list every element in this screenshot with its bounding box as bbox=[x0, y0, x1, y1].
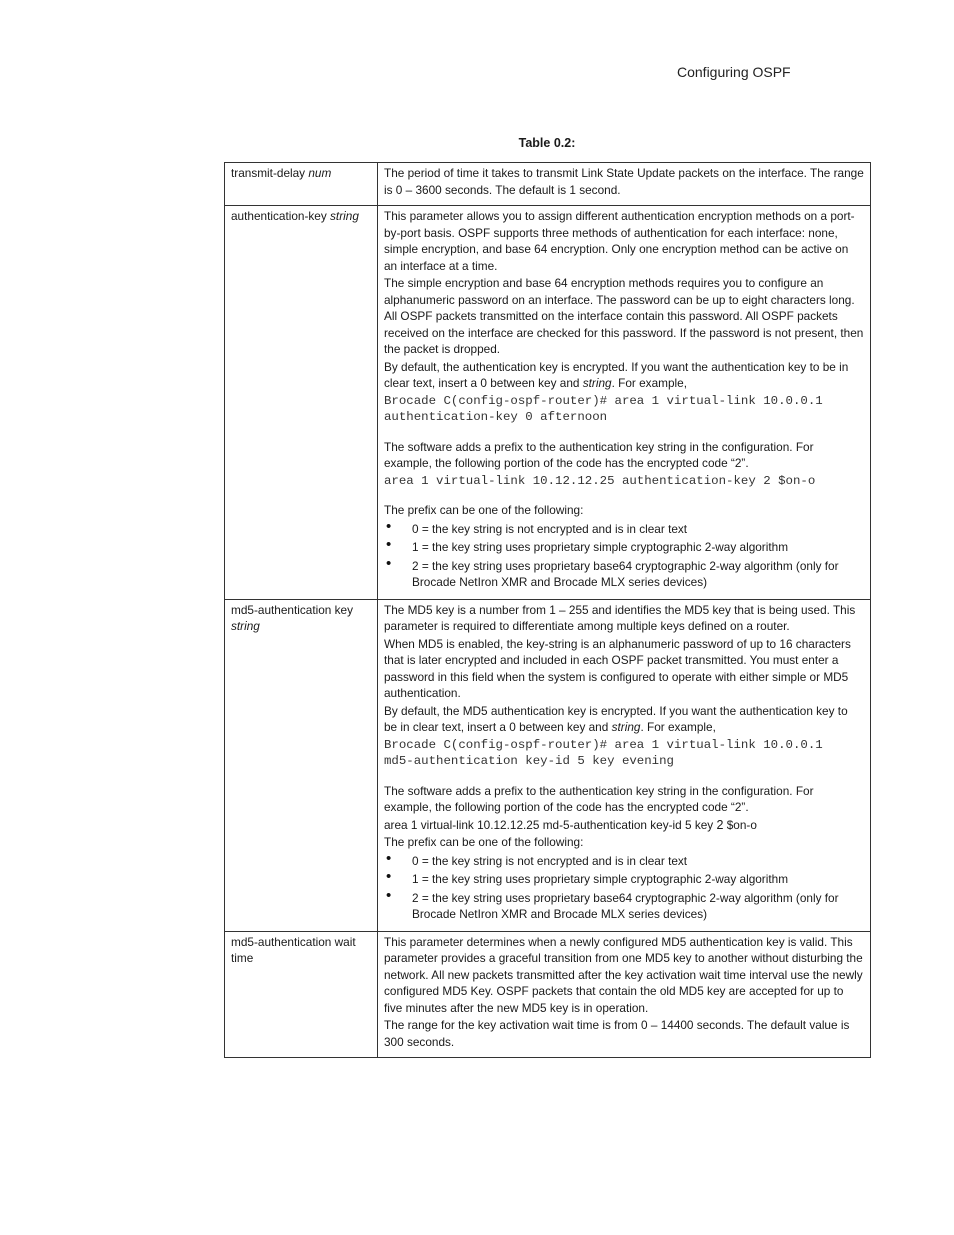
description-paragraph: This parameter allows you to assign different authentication encryption methods on a port-by-port basis. OSPF supports three methods of authentication for each interface: none, simple encryption, and base 64 encryption. Only one encryption method can be active on an interface at a time. bbox=[384, 209, 855, 273]
table-row bbox=[225, 931, 871, 1058]
description-paragraph bbox=[384, 359, 864, 392]
description-paragraph: The software adds a prefix to the authentication key string in the configuration. For example, the following portion of the code has the encrypted code “2”. bbox=[384, 439, 814, 470]
description-paragraph: The software adds a prefix to the authentication key string in the configuration. For example, the following portion of the code has the encrypted code “2”. bbox=[384, 783, 814, 814]
description-paragraph: The simple encryption and base 64 encryption methods requires you to configure an alphanumeric password on an interface. The password can be up to eight characters long. All OSPF packets transmitted on the interface contain this password. All OSPF packets received on the interface are checked for this password. If the password is not present, then the packet is dropped. bbox=[384, 276, 864, 356]
parameter-name-cell bbox=[225, 599, 378, 931]
code-line: Brocade C(config-ospf-router)# area 1 virtual-link 10.0.0.1 bbox=[384, 737, 823, 752]
text-fragment: and bbox=[588, 720, 609, 734]
list-item: • 1 = the key string uses proprietary simple cryptographic 2-way algorithm bbox=[384, 539, 864, 556]
table-row bbox=[225, 206, 871, 600]
parameter-argument: string bbox=[231, 619, 260, 633]
text-fragment: By default, the authentication key is encrypted. If you want the authentication key to be in clear text, insert a bbox=[384, 359, 849, 390]
parameter-name: md5-authentication wait time bbox=[231, 934, 356, 965]
parameter-name-cell bbox=[225, 206, 378, 600]
keyword-key: key bbox=[566, 720, 586, 734]
page-header-section-title: Configuring OSPF bbox=[677, 64, 791, 80]
table-caption: Table 0.2: bbox=[518, 136, 576, 150]
prefix-list bbox=[384, 853, 864, 923]
table-row bbox=[225, 599, 871, 931]
description-paragraph: The prefix can be one of the following: bbox=[384, 835, 584, 849]
parameter-name-cell bbox=[225, 163, 378, 206]
parameter-name-cell bbox=[225, 931, 378, 1058]
parameters-table bbox=[224, 162, 871, 1058]
code-example bbox=[384, 473, 864, 490]
text-fragment: between bbox=[519, 720, 564, 734]
text-fragment: area 1 virtual-link 10.12.12.25 md-5-authentication key-id 5 key bbox=[384, 817, 714, 832]
parameter-description-cell bbox=[378, 931, 871, 1058]
keyword-string: string bbox=[611, 720, 641, 734]
parameter-description-cell bbox=[378, 206, 871, 600]
description-paragraph: The period of time it takes to transmit Link State Update packets on the interface. The range is 0 – 3600 seconds. The default is 1 second. bbox=[384, 166, 864, 197]
description-paragraph: The prefix can be one of the following: bbox=[384, 503, 584, 517]
parameter-name: md5-authentication key bbox=[231, 602, 353, 617]
description-paragraph bbox=[384, 817, 864, 834]
list-item: • 1 = the key string uses proprietary simple cryptographic 2-way algorithm bbox=[384, 871, 864, 888]
code-line: authentication-key 0 afternoon bbox=[384, 410, 608, 424]
parameter-description-cell bbox=[378, 599, 871, 931]
parameter-argument: num bbox=[308, 166, 332, 180]
description-paragraph: When MD5 is enabled, the key-string is an alphanumeric password of up to 16 characters that is later encrypted and included in each OSPF packet transmitted. You must enter a password in this field when the system is configured to operate with either simple or MD5 authentication. bbox=[384, 636, 851, 700]
prefix-list bbox=[384, 521, 864, 591]
keyword-string: string bbox=[582, 376, 612, 390]
keyword-key: key bbox=[435, 602, 455, 617]
keyword-zero: 0 bbox=[480, 376, 487, 390]
text-fragment: By default, the MD5 authentication key is encrypted. If you want the authentication key to be in clear text, insert a bbox=[384, 703, 848, 734]
keyword-key: key bbox=[538, 376, 557, 390]
list-item: • 2 = the key string uses proprietary base64 cryptographic 2-way algorithm (only for Brocade NetIron XMR and Brocade MLX series devices) bbox=[384, 558, 864, 591]
parameter-argument: string bbox=[330, 209, 359, 223]
parameter-description-cell bbox=[378, 163, 871, 206]
description-paragraph: This parameter determines when a newly configured MD5 authentication key is valid. This parameter provides a graceful transition from one MD5 key to another without disturbing the network. All new packets transmitted after the key activation wait time interval use the newly configured MD5 Key. OSPF packets that contain the old MD5 key are accepted for up to five minutes after the new MD5 key is in operation. bbox=[384, 934, 863, 1015]
description-paragraph bbox=[384, 703, 864, 736]
text-fragment: The MD5 bbox=[384, 602, 433, 617]
code-example bbox=[384, 393, 864, 426]
description-paragraph: The range for the key activation wait time is from 0 – 14400 seconds. The default value is 300 seconds. bbox=[384, 1018, 850, 1049]
parameter-name: transmit-delay bbox=[231, 166, 306, 180]
keyword-two: 2 bbox=[716, 817, 724, 832]
list-item: • 0 = the key string is not encrypted and is in clear text bbox=[384, 853, 864, 870]
code-line: Brocade C(config-ospf-router)# area 1 virtual-link 10.0.0.1 bbox=[384, 393, 823, 408]
text-fragment: . For example, bbox=[611, 376, 687, 390]
text-fragment: is a number from 1 – 255 and identifies the MD5 key that is being used. This parameter is required to differentiate among multiple keys defined on a router. bbox=[384, 602, 856, 633]
description-paragraph bbox=[384, 602, 864, 635]
parameter-name: authentication-key bbox=[231, 209, 327, 223]
code-line: md5-authentication key-id 5 key evening bbox=[384, 754, 674, 768]
text-fragment: . For example, bbox=[640, 720, 716, 734]
text-fragment: and bbox=[559, 376, 580, 390]
text-fragment: between bbox=[490, 376, 535, 390]
list-item: • 2 = the key string uses proprietary base64 cryptographic 2-way algorithm (only for Brocade NetIron XMR and Brocade MLX series devices) bbox=[384, 890, 864, 923]
keyword-zero: 0 bbox=[509, 720, 516, 734]
code-line: area 1 virtual-link 10.12.12.25 authentication-key 2 $on-o bbox=[384, 473, 816, 488]
list-item: • 0 = the key string is not encrypted and is in clear text bbox=[384, 521, 864, 538]
text-fragment: $on-o bbox=[726, 817, 757, 832]
code-example bbox=[384, 737, 864, 770]
table-row bbox=[225, 163, 871, 206]
